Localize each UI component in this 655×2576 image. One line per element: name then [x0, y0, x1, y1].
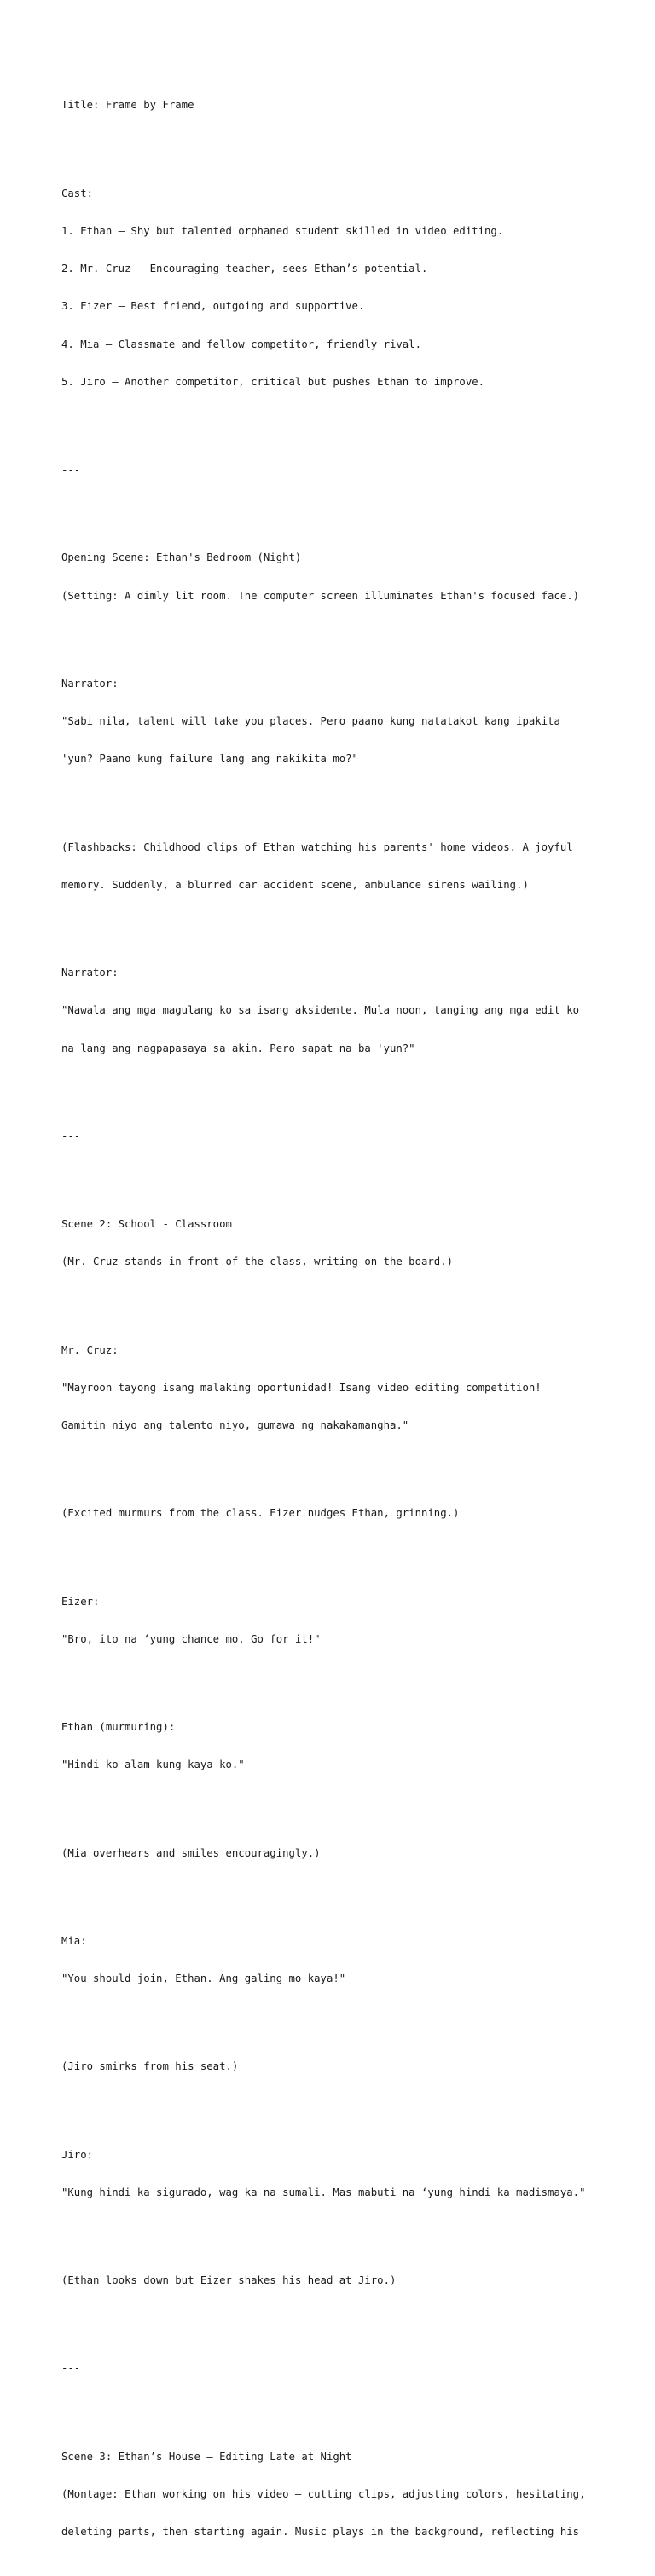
section-separator: ---: [61, 1129, 81, 1142]
dialogue-line: "Hindi ko alam kung kaya ko.": [61, 1759, 245, 1771]
blank-line: [61, 1080, 624, 1093]
section-separator: ---: [61, 464, 81, 476]
stage-direction: (Mia overhears and smiles encouragingly.): [61, 1846, 321, 1859]
script-title: Title: Frame by Frame: [61, 99, 194, 112]
blank-line: [61, 627, 624, 640]
stage-direction: (Ethan looks down but Eizer shakes his head at Jiro.): [61, 2274, 397, 2286]
stage-direction: (Excited murmurs from the class. Eizer nudges Ethan, grinning.): [61, 1507, 460, 1520]
dialogue-line: "Kung hindi ka sigurado, wag ka na sumali. Mas mabuti na ‘yung hindi ka madismaya.": [61, 2186, 586, 2198]
cast-member: 3. Eizer – Best friend, outgoing and supportive.: [61, 300, 365, 313]
blank-line: [61, 1671, 624, 1684]
blank-line: [61, 2312, 624, 2325]
speaker-name: Narrator:: [61, 967, 119, 979]
blank-line: [61, 1457, 624, 1470]
speaker-name: Narrator:: [61, 677, 119, 690]
section-separator: ---: [61, 2362, 81, 2375]
cast-heading: Cast:: [61, 187, 94, 199]
blank-line: [61, 1885, 624, 1897]
blank-line: [61, 1797, 624, 1810]
speaker-name: Ethan (murmuring):: [61, 1721, 176, 1733]
stage-direction: (Montage: Ethan working on his video – cutting clips, adjusting colors, hesitating,: [61, 2487, 586, 2500]
blank-line: [61, 1545, 624, 1558]
cast-member: 5. Jiro – Another competitor, critical but pushes Ethan to improve.: [61, 375, 485, 388]
script-text: [61, 61, 624, 2576]
speaker-name: Mia:: [61, 1934, 87, 1947]
scene-heading: Scene 2: School - Classroom: [61, 1218, 232, 1230]
dialogue-line: "Mayroon tayong isang malaking oportunidad! Isang video editing competition!: [61, 1381, 542, 1394]
cast-member: 4. Mia – Classmate and fellow competitor, friendly rival.: [61, 338, 421, 350]
blank-line: [61, 2224, 624, 2237]
scene-heading: Scene 3: Ethan’s House – Editing Late at Night: [61, 2450, 352, 2463]
dialogue-line: 'yun? Paano kung failure lang ang nakikita mo?": [61, 753, 358, 765]
blank-line: [61, 1168, 624, 1181]
speaker-name: Eizer:: [61, 1595, 100, 1608]
stage-direction: memory. Suddenly, a blurred car accident scene, ambulance sirens wailing.): [61, 878, 529, 891]
cast-member: 1. Ethan – Shy but talented orphaned student skilled in video editing.: [61, 224, 504, 237]
blank-line: [61, 137, 624, 150]
blank-line: [61, 2010, 624, 2023]
dialogue-line: "Sabi nila, talent will take you places. Pero paano kung natatakot kang ipakita: [61, 715, 560, 727]
speaker-name: Jiro:: [61, 2148, 94, 2161]
stage-direction: (Mr. Cruz stands in front of the class, writing on the board.): [61, 1256, 454, 1268]
blank-line: [61, 791, 624, 804]
stage-direction: (Setting: A dimly lit room. The computer screen illuminates Ethan's focused face.): [61, 589, 580, 602]
blank-line: [61, 2099, 624, 2111]
dialogue-line: Gamitin niyo ang talento niyo, gumawa ng nakakamangha.": [61, 1419, 409, 1431]
dialogue-line: "Bro, ito na ‘yung chance mo. Go for it!": [61, 1632, 321, 1645]
stage-direction: (Flashbacks: Childhood clips of Ethan watching his parents' home videos. A joyful: [61, 840, 573, 853]
blank-line: [61, 2400, 624, 2413]
blank-line: [61, 1294, 624, 1307]
dialogue-line: "You should join, Ethan. Ang galing mo kaya!": [61, 1972, 346, 1984]
stage-direction: deleting parts, then starting again. Music plays in the background, reflecting his: [61, 2526, 580, 2538]
cast-member: 2. Mr. Cruz – Encouraging teacher, sees Ethan’s potential.: [61, 263, 428, 274]
stage-direction: (Jiro smirks from his seat.): [61, 2060, 239, 2073]
blank-line: [61, 413, 624, 426]
blank-line: [61, 501, 624, 514]
blank-line: [61, 916, 624, 929]
scene-heading: Opening Scene: Ethan's Bedroom (Night): [61, 552, 302, 564]
dialogue-line: na lang ang nagpapasaya sa akin. Pero sapat na ba 'yun?": [61, 1042, 415, 1054]
speaker-name: Mr. Cruz:: [61, 1343, 119, 1356]
dialogue-line: "Nawala ang mga magulang ko sa isang aksidente. Mula noon, tanging ang mga edit ko: [61, 1004, 580, 1017]
